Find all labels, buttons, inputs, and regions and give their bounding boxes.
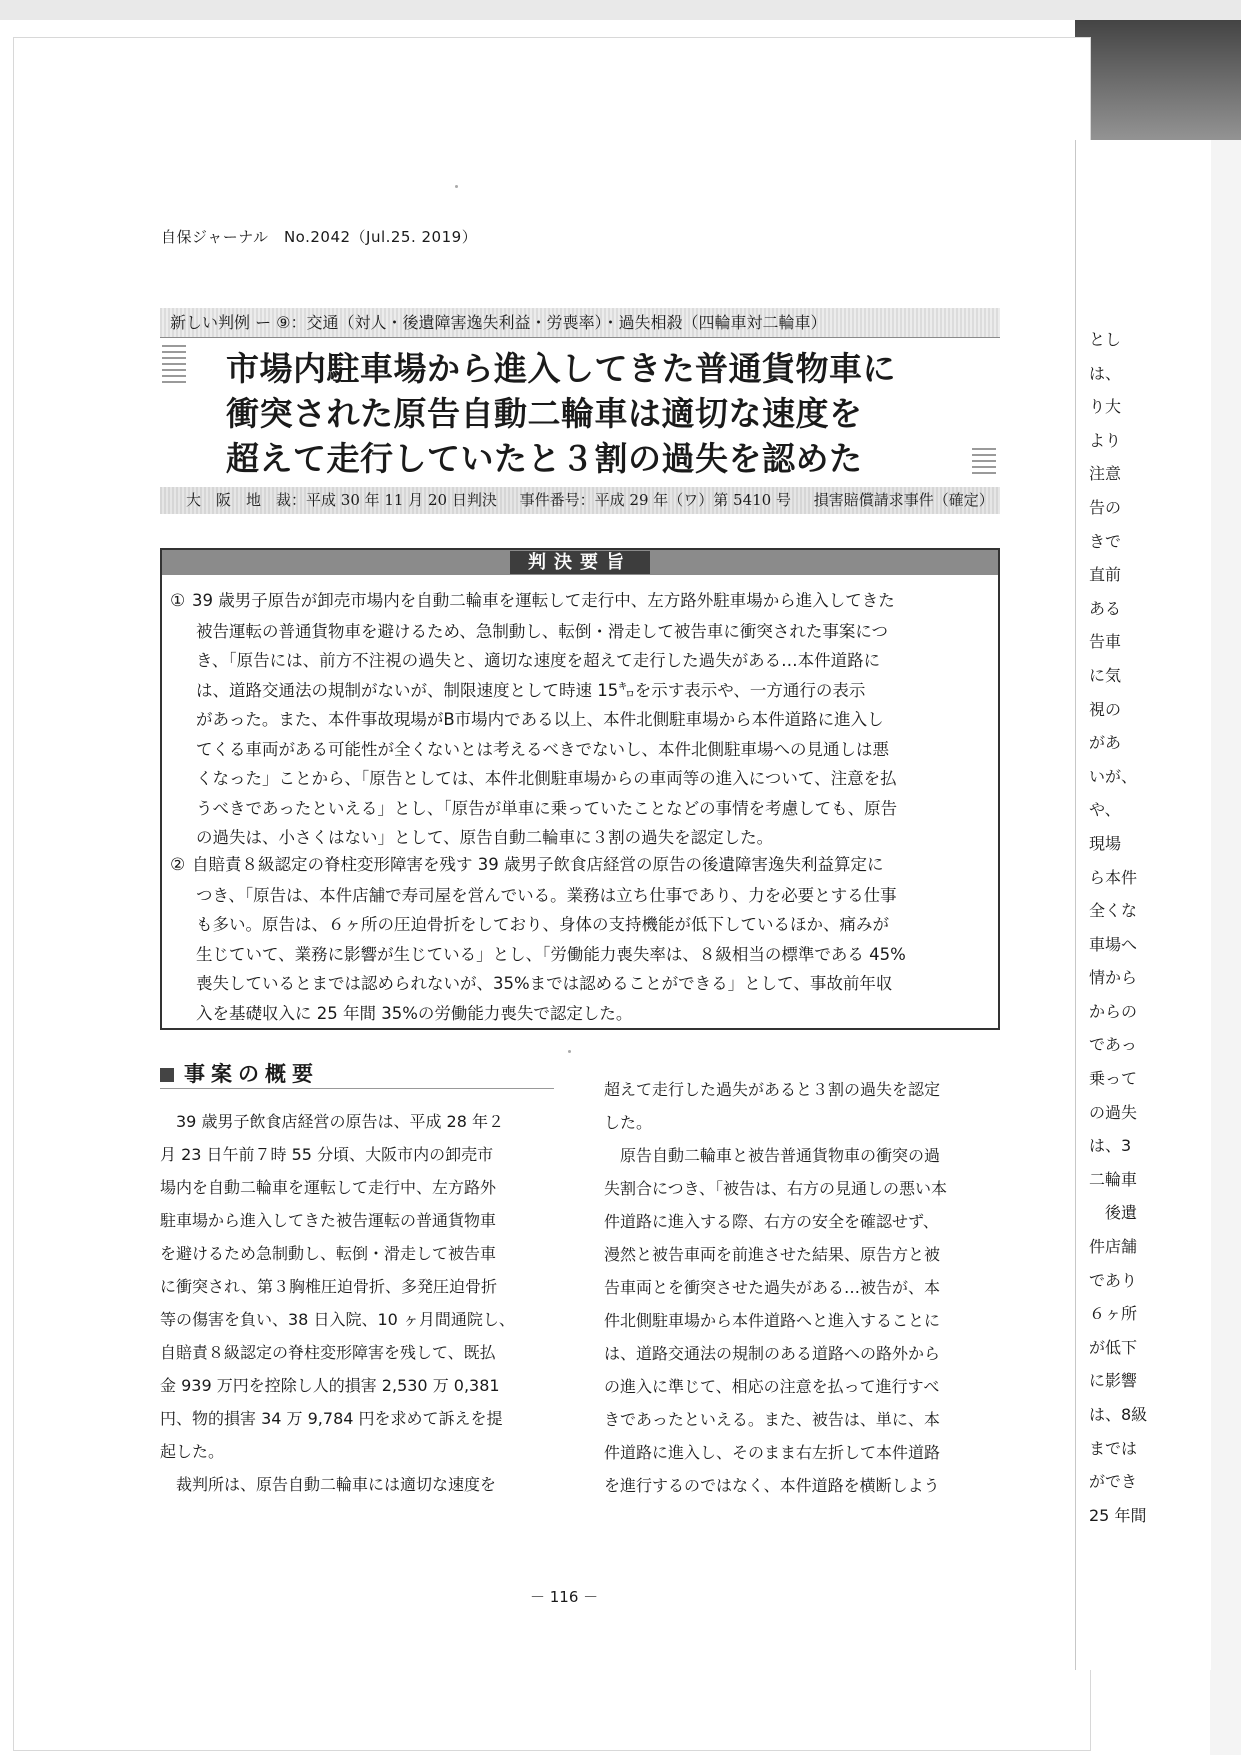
body-line: 39 歳男子飲食店経営の原告は、平成 28 年２	[160, 1112, 504, 1131]
court-date: 大 阪 地 裁：平成 30 年 11 月 20 日判決	[186, 491, 497, 509]
body-line: 起した。	[160, 1442, 225, 1461]
next-page-fragment: より	[1089, 430, 1122, 450]
body-line: 裁判所は、原告自動二輪車には適切な速度を	[160, 1475, 497, 1494]
body-line: 漫然と被告車両を前進させた結果、原告方と被	[604, 1245, 941, 1264]
summary-line: の過失は、小さくはない」として、原告自動二輪車に３割の過失を認定した。	[196, 828, 774, 847]
summary-line: 生じていて、業務に影響が生じている」とし、「労働能力喪失率は、８級相当の標準である 45%	[196, 944, 906, 964]
body-line: 超えて走行した過失があると３割の過失を認定	[604, 1080, 941, 1099]
next-page-text	[1089, 323, 1147, 1532]
next-page-fragment: は、	[1089, 363, 1122, 383]
body-line: 月 23 日午前７時 55 分頃、大阪市内の卸売市	[160, 1145, 494, 1164]
next-page-fragment: 告車	[1089, 632, 1122, 652]
body-column-left	[160, 1105, 556, 1501]
next-page-fragment: きで	[1089, 531, 1122, 551]
next-page-fragment: があ	[1089, 733, 1122, 753]
next-page-fragment: 現場	[1089, 833, 1122, 853]
next-page-fragment: ある	[1089, 598, 1122, 618]
body-line: した。	[604, 1113, 653, 1132]
page-number: － 116 －	[530, 1588, 599, 1606]
body-line: は、道路交通法の規制のある道路への路外から	[604, 1344, 941, 1363]
summary-line: うべきであったといえる」とし、「原告が単車に乗っていたことなどの事情を考慮しても、原告	[196, 798, 898, 818]
summary-title: 判決要旨	[510, 551, 650, 574]
summary-line: 被告運転の普通貨物車を避けるため、急制動し、転倒・滑走して被告車に衝突された事案につ	[196, 621, 889, 641]
judgment-summary-box	[160, 548, 1000, 1030]
next-page-fragment: 全くな	[1089, 901, 1138, 921]
body-line: 金 939 万円を控除し人的損害 2,530 万 0,381	[160, 1376, 500, 1395]
next-page-fragment: が低下	[1089, 1337, 1138, 1357]
next-page-fragment: は、8級	[1089, 1405, 1148, 1424]
summary-line: ② 自賠責８級認定の脊柱変形障害を残す 39 歳男子飲食店経営の原告の後遺障害逸失利益算定に	[170, 850, 990, 881]
body-line: 原告自動二輪車と被告普通貨物車の衝突の過	[604, 1146, 941, 1165]
next-page-fragment: は、3	[1089, 1136, 1132, 1156]
summary-item	[170, 586, 990, 853]
next-page-fragment: 注意	[1089, 464, 1122, 484]
category-bar: 新しい判例 ー ⑨：交通（対人・後遺障害逸失利益・労喪率）・過失相殺（四輪車対二輪車）	[160, 308, 1000, 338]
summary-line: き、「原告には、前方不注視の過失と、適切な速度を超えて走行した過失がある…本件道路に	[196, 651, 881, 670]
next-page-fragment: 車場へ	[1089, 934, 1138, 954]
summary-line: てくる車両がある可能性が全くないとは考えるべきでないし、本件北側駐車場への見通しは悪	[196, 739, 889, 759]
body-line: きであったといえる。また、被告は、単に、本	[604, 1410, 940, 1429]
next-page-fragment: であり	[1089, 1270, 1138, 1290]
next-page-fragment: ができ	[1089, 1472, 1138, 1492]
next-page-fragment: からの	[1089, 1001, 1138, 1021]
body-line: を進行するのではなく、本件道路を横断しよう	[604, 1476, 940, 1495]
body-line: 自賠責８級認定の脊柱変形障害を残して、既払	[160, 1343, 496, 1362]
body-line: の進入に準じて、相応の注意を払って進行すべ	[604, 1377, 940, 1396]
summary-line: 喪失しているとまでは認められないが、35%までは認めることができる」として、事故前年収	[196, 974, 893, 993]
case-number: 事件番号：平成 29 年（ワ）第 5410 号	[519, 491, 791, 509]
body-line: 場内を自動二輪車を運転して走行中、左方路外	[160, 1178, 497, 1197]
headline	[226, 346, 986, 481]
scan-shadow	[1075, 20, 1241, 150]
next-page-fragment: に影響	[1089, 1371, 1138, 1391]
next-page-fragment: 直前	[1089, 565, 1122, 585]
item-number: ②	[170, 855, 186, 875]
next-page-fragment: 乗って	[1089, 1069, 1138, 1089]
body-line: 失割合につき、「被告は、右方の見通しの悪い本	[604, 1179, 948, 1198]
body-line: 件北側駐車場から本件道路へと進入することに	[604, 1311, 941, 1330]
summary-line: 入を基礎収入に 25 年間 35%の労働能力喪失で認定した。	[196, 1003, 633, 1023]
next-page-fragment: までは	[1089, 1438, 1138, 1458]
summary-line: ① 39 歳男子原告が卸売市場内を自動二輪車を運転して走行中、左方路外駐車場から進入してきた	[170, 586, 990, 617]
next-page-fragment: 情から	[1089, 968, 1138, 988]
next-page-fragment: いが、	[1089, 766, 1138, 786]
body-line: 等の傷害を負い、38 日入院、10 ヶ月間通院し、	[160, 1310, 515, 1329]
section-heading: 事案の概要	[160, 1060, 554, 1089]
scan-speck	[455, 185, 458, 188]
body-line: 件道路に進入する際、右方の安全を確認せず、	[604, 1212, 939, 1231]
next-page-fragment: 二輪車	[1089, 1169, 1138, 1189]
next-page-fragment: とし	[1089, 330, 1122, 349]
decoration-dots	[162, 345, 186, 385]
body-line: 駐車場から進入してきた被告運転の普通貨物車	[160, 1211, 497, 1230]
next-page-fragment: り大	[1089, 397, 1122, 417]
headline-line: 衝突された原告自動二輪車は適切な速度を	[226, 394, 863, 433]
next-page-fragment: 視の	[1089, 699, 1122, 719]
summary-line: も多い。原告は、６ヶ所の圧迫骨折をしており、身体の支持機能が低下しているほか、痛みが	[196, 915, 889, 934]
body-line: を避けるため急制動し、転倒・滑走して被告車	[160, 1244, 497, 1263]
body-line: 件道路に進入し、そのまま右左折して本件道路	[604, 1443, 941, 1462]
heading-square-icon	[160, 1068, 174, 1082]
summary-line: くなった」ことから、「原告としては、本件北側駐車場からの車両等の進入について、注意を払	[196, 769, 897, 788]
next-page-fragment: 25 年間	[1089, 1505, 1147, 1525]
headline-line: 超えて走行していたと３割の過失を認めた	[226, 439, 863, 478]
next-page-fragment: 後遺	[1089, 1203, 1138, 1223]
journal-header: 自保ジャーナル No.2042（Jul.25. 2019）	[161, 228, 478, 246]
next-page-fragment: ６ヶ所	[1089, 1304, 1138, 1324]
body-line: 円、物的損害 34 万 9,784 円を求めて訴えを提	[160, 1409, 503, 1428]
next-page-fragment: ら本件	[1089, 867, 1138, 887]
next-page-fragment: 告の	[1089, 497, 1122, 517]
next-page-fragment: の過失	[1089, 1102, 1138, 1122]
next-page-fragment: であっ	[1089, 1035, 1137, 1055]
summary-line: があった。また、本件事故現場がB市場内である以上、本件北側駐車場から本件道路に進入し	[196, 710, 884, 729]
scan-top-edge	[0, 0, 1241, 20]
summary-line: つき、「原告は、本件店舗で寿司屋を営んでいる。業務は立ち仕事であり、力を必要とする仕事	[196, 885, 897, 905]
summary-item	[170, 850, 990, 1028]
next-page-fragment: 件店舗	[1089, 1237, 1138, 1257]
case-type: 損害賠償請求事件（確定）	[813, 491, 994, 509]
item-number: ①	[170, 591, 186, 611]
court-info-bar	[160, 487, 1000, 514]
summary-line: は、道路交通法の規制がないが、制限速度として時速 15㌔を示す表示や、一方通行の表示	[196, 680, 866, 700]
next-page-fragment: や、	[1089, 800, 1121, 820]
body-line: 告車両とを衝突させた過失がある…被告が、本	[604, 1278, 941, 1297]
scan-speck	[568, 1050, 571, 1053]
scan-right-edge	[1210, 140, 1241, 1755]
headline-line: 市場内駐車場から進入してきた普通貨物車に	[226, 349, 896, 388]
next-page-fragment: に気	[1089, 665, 1122, 685]
body-line: に衝突され、第３胸椎圧迫骨折、多発圧迫骨折	[160, 1277, 497, 1296]
body-column-right	[604, 1073, 1004, 1502]
summary-title-bar	[162, 550, 998, 575]
